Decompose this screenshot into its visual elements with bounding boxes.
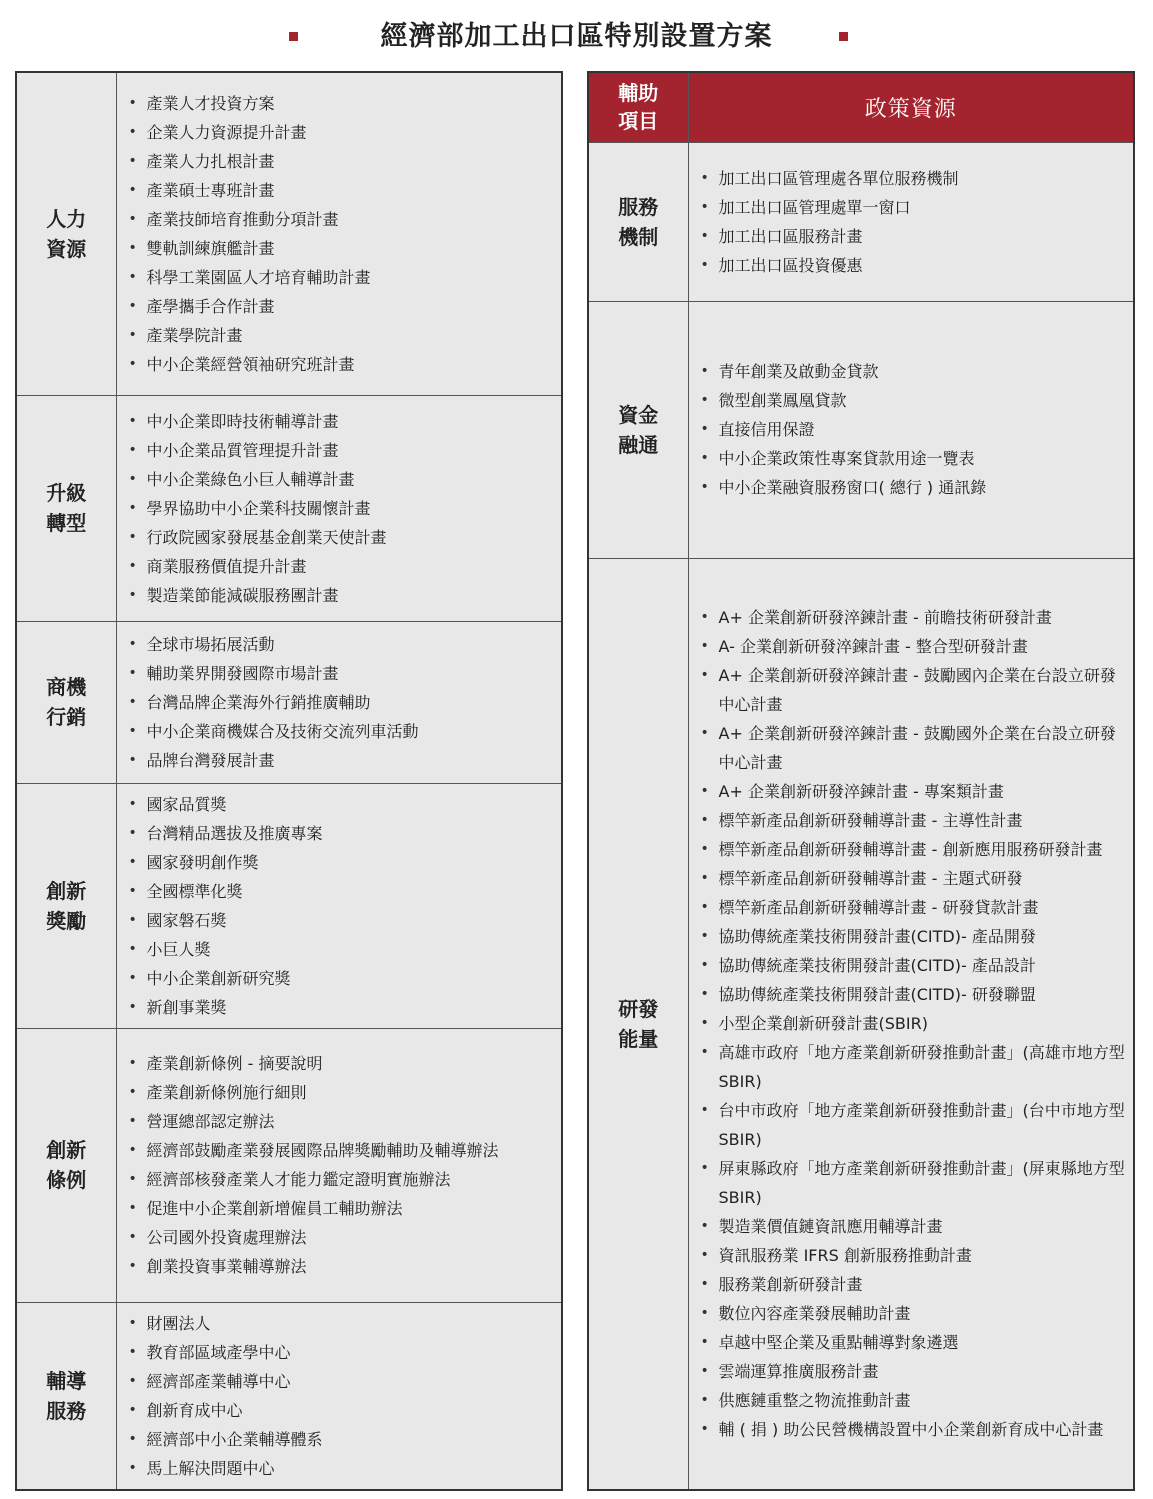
left-program-table bbox=[15, 71, 563, 1491]
list-item: • 商業服務價值提升計畫 bbox=[129, 552, 554, 581]
list-item: • 加工出口區管理處單一窗口 bbox=[701, 193, 1126, 222]
section-row bbox=[16, 1302, 562, 1490]
section-row bbox=[16, 1028, 562, 1302]
header-row bbox=[588, 72, 1134, 142]
list-item: • A+ 企業創新研發淬鍊計畫 - 專案類計畫 bbox=[701, 777, 1126, 806]
list-item: • 全國標準化獎 bbox=[129, 877, 554, 906]
category-label: 商機 bbox=[46, 675, 87, 699]
item-list bbox=[689, 603, 1134, 1444]
category-label: 輔導 bbox=[46, 1368, 87, 1393]
category-label: 條例 bbox=[46, 1168, 87, 1192]
title-bar bbox=[0, 0, 1153, 70]
item-list bbox=[689, 357, 1134, 502]
items-cell bbox=[688, 301, 1134, 558]
header-category-cell bbox=[588, 72, 688, 142]
category-cell bbox=[16, 1028, 116, 1302]
category-label: 人力 bbox=[46, 206, 87, 231]
page-title: 經濟部加工出口區特別設置方案 bbox=[380, 21, 773, 52]
category-label: 資金 bbox=[618, 402, 659, 427]
list-item: • 加工出口區投資優惠 bbox=[701, 251, 1126, 280]
section-row bbox=[588, 142, 1134, 301]
list-item: • 新創事業獎 bbox=[129, 993, 554, 1022]
list-item: • 小巨人獎 bbox=[129, 935, 554, 964]
category-cell bbox=[588, 301, 688, 558]
list-item: • A+ 企業創新研發淬鍊計畫 - 前瞻技術研發計畫 bbox=[701, 603, 1126, 632]
list-item: • 青年創業及啟動金貸款 bbox=[701, 357, 1126, 386]
list-item: • 協助傳統產業技術開發計畫(CITD)- 產品開發 bbox=[701, 922, 1126, 951]
list-item: • 中小企業經營領袖研究班計畫 bbox=[129, 350, 554, 379]
list-item: • 供應鏈重整之物流推動計畫 bbox=[701, 1386, 1126, 1415]
item-list bbox=[117, 89, 562, 379]
list-item: • 協助傳統產業技術開發計畫(CITD)- 研發聯盟 bbox=[701, 980, 1126, 1009]
category-label: 研發 bbox=[618, 996, 659, 1021]
section-row bbox=[588, 301, 1134, 558]
category-label: 創新 bbox=[46, 878, 87, 903]
list-item: • 國家發明創作獎 bbox=[129, 848, 554, 877]
category-label: 服務 bbox=[618, 194, 659, 219]
item-list bbox=[117, 630, 562, 775]
item-list bbox=[689, 164, 1134, 280]
header-resource-cell: 政策資源 bbox=[688, 72, 1134, 142]
list-item: • 小型企業創新研發計畫(SBIR) bbox=[701, 1009, 1126, 1038]
category-label: 資源 bbox=[46, 236, 87, 261]
list-item: • 產業創新條例施行細則 bbox=[129, 1078, 554, 1107]
list-item: • 創業投資事業輔導辦法 bbox=[129, 1252, 554, 1281]
list-item: • 中小企業品質管理提升計畫 bbox=[129, 436, 554, 465]
list-item: • 產業學院計畫 bbox=[129, 321, 554, 350]
category-label: 能量 bbox=[618, 1026, 659, 1051]
list-item: • 品牌台灣發展計畫 bbox=[129, 746, 554, 775]
item-list bbox=[117, 1049, 562, 1281]
items-cell bbox=[116, 1302, 562, 1490]
list-item: • 數位內容產業發展輔助計畫 bbox=[701, 1299, 1126, 1328]
section-row bbox=[588, 558, 1134, 1490]
category-cell bbox=[16, 1302, 116, 1490]
list-item: • 國家磐石獎 bbox=[129, 906, 554, 935]
list-item: • 行政院國家發展基金創業天使計畫 bbox=[129, 523, 554, 552]
list-item: • 高雄市政府「地方產業創新研發推動計畫」(高雄市地方型 SBIR) bbox=[701, 1038, 1126, 1096]
list-item: • 產業人才投資方案 bbox=[129, 89, 554, 118]
list-item: • 台中市政府「地方產業創新研發推動計畫」(台中市地方型 SBIR) bbox=[701, 1096, 1126, 1154]
list-item: • 標竿新產品創新研發輔導計畫 - 研發貸款計畫 bbox=[701, 893, 1126, 922]
list-item: • 經濟部核發產業人才能力鑑定證明實施辦法 bbox=[129, 1165, 554, 1194]
list-item: • 中小企業即時技術輔導計畫 bbox=[129, 407, 554, 436]
items-cell bbox=[688, 558, 1134, 1490]
header-category-line: 輔助 bbox=[618, 81, 659, 106]
list-item: • 製造業節能減碳服務團計畫 bbox=[129, 581, 554, 610]
items-cell bbox=[116, 621, 562, 783]
list-item: • 企業人力資源提升計畫 bbox=[129, 118, 554, 147]
item-list bbox=[117, 1309, 562, 1483]
category-cell bbox=[588, 558, 688, 1490]
list-item: • A+ 企業創新研發淬鍊計畫 - 鼓勵國內企業在台設立研發中心計畫 bbox=[701, 661, 1126, 719]
list-item: • 馬上解決問題中心 bbox=[129, 1454, 554, 1483]
list-item: • 製造業價值鏈資訊應用輔導計畫 bbox=[701, 1212, 1126, 1241]
category-cell bbox=[16, 783, 116, 1028]
list-item: • 中小企業融資服務窗口( 總行 ) 通訊錄 bbox=[701, 473, 1126, 502]
list-item: • 經濟部中小企業輔導體系 bbox=[129, 1425, 554, 1454]
list-item: • 加工出口區管理處各單位服務機制 bbox=[701, 164, 1126, 193]
list-item: • 加工出口區服務計畫 bbox=[701, 222, 1126, 251]
category-cell bbox=[16, 621, 116, 783]
items-cell bbox=[116, 783, 562, 1028]
category-label: 創新 bbox=[46, 1138, 87, 1162]
section-row bbox=[16, 72, 562, 395]
category-label: 行銷 bbox=[46, 705, 87, 729]
items-cell bbox=[688, 142, 1134, 301]
list-item: • 營運總部認定辦法 bbox=[129, 1107, 554, 1136]
category-label: 融通 bbox=[618, 432, 659, 457]
list-item: • 輔助業界開發國際市場計畫 bbox=[129, 659, 554, 688]
list-item: • 標竿新產品創新研發輔導計畫 - 主導性計畫 bbox=[701, 806, 1126, 835]
title-square-right-icon bbox=[839, 32, 848, 41]
list-item: • 中小企業綠色小巨人輔導計畫 bbox=[129, 465, 554, 494]
list-item: • 創新育成中心 bbox=[129, 1396, 554, 1425]
items-cell bbox=[116, 72, 562, 395]
list-item: • 服務業創新研發計畫 bbox=[701, 1270, 1126, 1299]
list-item: • A+ 企業創新研發淬鍊計畫 - 鼓勵國外企業在台設立研發中心計畫 bbox=[701, 719, 1126, 777]
list-item: • 學界協助中小企業科技關懷計畫 bbox=[129, 494, 554, 523]
list-item: • 台灣品牌企業海外行銷推廣輔助 bbox=[129, 688, 554, 717]
list-item: • 中小企業創新研究獎 bbox=[129, 964, 554, 993]
category-label: 機制 bbox=[618, 224, 659, 249]
list-item: • 國家品質獎 bbox=[129, 790, 554, 819]
list-item: • 產業創新條例 - 摘要說明 bbox=[129, 1049, 554, 1078]
list-item: • 教育部區域產學中心 bbox=[129, 1338, 554, 1367]
list-item: • A- 企業創新研發淬鍊計畫 - 整合型研發計畫 bbox=[701, 632, 1126, 661]
list-item: • 科學工業園區人才培育輔助計畫 bbox=[129, 263, 554, 292]
list-item: • 財團法人 bbox=[129, 1309, 554, 1338]
list-item: • 直接信用保證 bbox=[701, 415, 1126, 444]
list-item: • 經濟部鼓勵產業發展國際品牌獎勵輔助及輔導辦法 bbox=[129, 1136, 554, 1165]
list-item: • 卓越中堅企業及重點輔導對象遴選 bbox=[701, 1328, 1126, 1357]
category-cell bbox=[16, 72, 116, 395]
category-cell bbox=[588, 142, 688, 301]
list-item: • 標竿新產品創新研發輔導計畫 - 創新應用服務研發計畫 bbox=[701, 835, 1126, 864]
list-item: • 中小企業商機媒合及技術交流列車活動 bbox=[129, 717, 554, 746]
section-row bbox=[16, 783, 562, 1028]
list-item: • 資訊服務業 IFRS 創新服務推動計畫 bbox=[701, 1241, 1126, 1270]
section-row bbox=[16, 621, 562, 783]
list-item: • 經濟部產業輔導中心 bbox=[129, 1367, 554, 1396]
right-program-table bbox=[587, 71, 1135, 1491]
item-list bbox=[117, 407, 562, 610]
header-category-line: 項目 bbox=[618, 109, 659, 134]
category-label: 轉型 bbox=[46, 511, 87, 535]
list-item: • 促進中小企業創新增僱員工輔助辦法 bbox=[129, 1194, 554, 1223]
list-item: • 產業技師培育推動分項計畫 bbox=[129, 205, 554, 234]
list-item: • 產學攜手合作計畫 bbox=[129, 292, 554, 321]
list-item: • 輔 ( 捐 ) 助公民營機構設置中小企業創新育成中心計畫 bbox=[701, 1415, 1126, 1444]
list-item: • 台灣精品選拔及推廣專案 bbox=[129, 819, 554, 848]
list-item: • 協助傳統產業技術開發計畫(CITD)- 產品設計 bbox=[701, 951, 1126, 980]
items-cell bbox=[116, 395, 562, 621]
list-item: • 全球市場拓展活動 bbox=[129, 630, 554, 659]
list-item: • 屏東縣政府「地方產業創新研發推動計畫」(屏東縣地方型 SBIR) bbox=[701, 1154, 1126, 1212]
items-cell bbox=[116, 1028, 562, 1302]
list-item: • 標竿新產品創新研發輔導計畫 - 主題式研發 bbox=[701, 864, 1126, 893]
item-list bbox=[117, 790, 562, 1022]
list-item: • 雲端運算推廣服務計畫 bbox=[701, 1357, 1126, 1386]
section-row bbox=[16, 395, 562, 621]
list-item: • 雙軌訓練旗艦計畫 bbox=[129, 234, 554, 263]
list-item: • 公司國外投資處理辦法 bbox=[129, 1223, 554, 1252]
category-label: 獎勵 bbox=[46, 908, 87, 933]
list-item: • 產業碩士專班計畫 bbox=[129, 176, 554, 205]
list-item: • 產業人力扎根計畫 bbox=[129, 147, 554, 176]
category-label: 服務 bbox=[46, 1398, 87, 1423]
category-label: 升級 bbox=[46, 481, 87, 505]
list-item: • 微型創業鳳凰貸款 bbox=[701, 386, 1126, 415]
category-cell bbox=[16, 395, 116, 621]
list-item: • 中小企業政策性專案貸款用途一覽表 bbox=[701, 444, 1126, 473]
